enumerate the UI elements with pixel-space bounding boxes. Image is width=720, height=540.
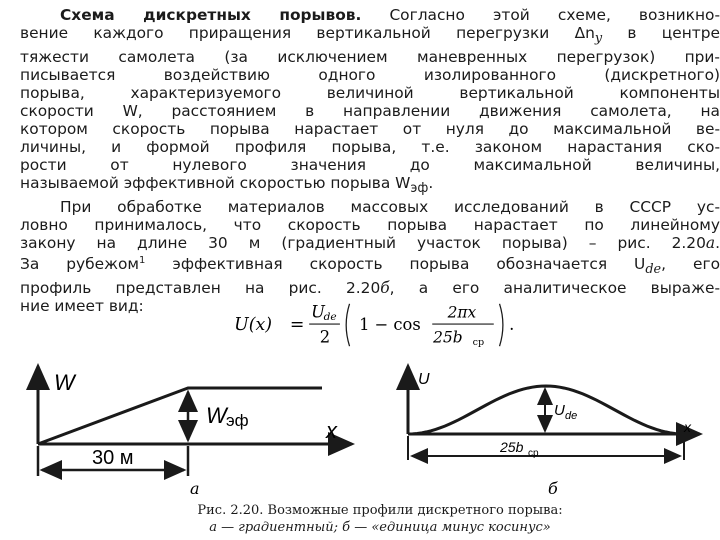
text-segment: рости от нулевого значения до максимальной величины,: [20, 156, 720, 175]
formula-num-sub: de: [323, 311, 337, 324]
axis-label-x: x: [684, 419, 691, 435]
text-segment: , а его аналитическое выраже-: [389, 279, 720, 298]
section-heading: Схема дискретных порывов.: [60, 6, 362, 24]
axis-label-x: x: [326, 418, 337, 443]
text-line-2: [20, 24, 720, 48]
amp-label: W: [206, 403, 227, 428]
caption-line-1: Рис. 2.20. Возможные профили дискретного порыва:: [197, 503, 563, 518]
gust-profile-gradient: [38, 388, 322, 444]
text-segment: называемой эффективной скоростью порыва W: [20, 174, 411, 193]
text-line-14: [20, 252, 720, 279]
text-segment: вение каждого приращения вертикальной перегрузки Δn: [20, 24, 595, 42]
text-segment: порыва, характеризуемого величиной вертикальной компоненты: [20, 84, 720, 103]
text-segment: закону на длине 30 м (градиентный участок порыва) – рис. 2.20: [20, 234, 706, 253]
amp-sub: de: [565, 410, 578, 422]
text-segment: ловно принималось, что скорость порыва нарастает по линейному: [20, 216, 720, 235]
text-segment: скорости W, расстоянием в направлении движения самолета, на: [20, 102, 720, 121]
amp-sub: эф: [226, 411, 249, 430]
formula-arg-den-sub: ср: [472, 337, 485, 349]
caption-line-2: а — градиентный; б — «единица минус косинус»: [209, 520, 551, 535]
text-line-1: [20, 6, 720, 24]
figure-caption: [100, 502, 660, 536]
formula-cos: − cos: [374, 314, 421, 334]
formula-lhs: U(x): [234, 314, 272, 335]
formula: [228, 300, 548, 350]
text-segment: писывается воздействию одного изолированного (дискретного): [20, 66, 720, 85]
length-label: 25b: [500, 439, 524, 455]
right-bracket: [500, 304, 503, 346]
formula-one: 1: [359, 314, 370, 334]
text-segment: тяжести самолета (за исключением маневренных перегрузок) при-: [20, 48, 720, 67]
text-segment: , его: [661, 255, 720, 274]
text-line-5: [20, 84, 720, 102]
text-segment: а: [705, 234, 716, 253]
panel-label-b: б: [548, 479, 558, 498]
text-segment: .: [428, 174, 434, 193]
text-segment: б: [380, 279, 390, 298]
axis-label-w: W: [54, 370, 75, 395]
text-segment: .: [715, 234, 720, 253]
text-line-11: [20, 198, 720, 216]
length-label: 30 м: [92, 447, 134, 469]
footnote-marker: 1: [139, 255, 146, 267]
formula-dot: .: [509, 314, 515, 334]
text-line-15: [20, 279, 720, 297]
subscript: de: [645, 262, 662, 278]
formula-arg-num: 2πx: [447, 303, 477, 322]
text-line-6: [20, 102, 720, 120]
text-line-7: [20, 120, 720, 138]
text-segment: профиль представлен на рис. 2.20: [20, 279, 381, 298]
figure-b-one-minus-cosine: [408, 366, 700, 498]
body-text: [20, 6, 720, 315]
text-line-8: [20, 138, 720, 156]
formula-arg-den: 25b: [433, 328, 463, 347]
amp-label: U: [554, 402, 565, 419]
formula-den: 2: [319, 327, 331, 347]
text-segment: ние имеет вид:: [20, 297, 144, 316]
text-line-13: [20, 234, 720, 252]
text-line-4: [20, 66, 720, 84]
figure-a-gradient: [38, 366, 352, 498]
text-segment: котором скорость порыва нарастает от нуля до максимальной ве-: [20, 120, 720, 139]
text-line-9: [20, 156, 720, 174]
left-bracket: [346, 304, 349, 346]
text-segment: Согласно этой схеме, возникно-: [361, 6, 720, 24]
text-segment: личины, и формой профиля порыва, т.е. законом нарастания ско-: [20, 138, 720, 157]
text-segment: При обработке материалов массовых исследований в СССР ус-: [60, 198, 720, 217]
subscript: эф: [410, 181, 429, 197]
text-line-10: [20, 174, 720, 198]
text-segment: эффективная скорость порыва обозначается U: [145, 255, 646, 274]
formula-equals: =: [289, 314, 305, 335]
axis-label-u: U: [418, 371, 430, 388]
text-line-12: [20, 216, 720, 234]
length-sub: ср: [528, 448, 539, 459]
formula-num: U: [311, 302, 325, 322]
text-line-3: [20, 48, 720, 66]
subscript: y: [594, 31, 603, 47]
text-segment: За рубежом: [20, 255, 140, 274]
text-segment: в центре: [602, 24, 720, 42]
panel-label-a: а: [190, 479, 200, 498]
